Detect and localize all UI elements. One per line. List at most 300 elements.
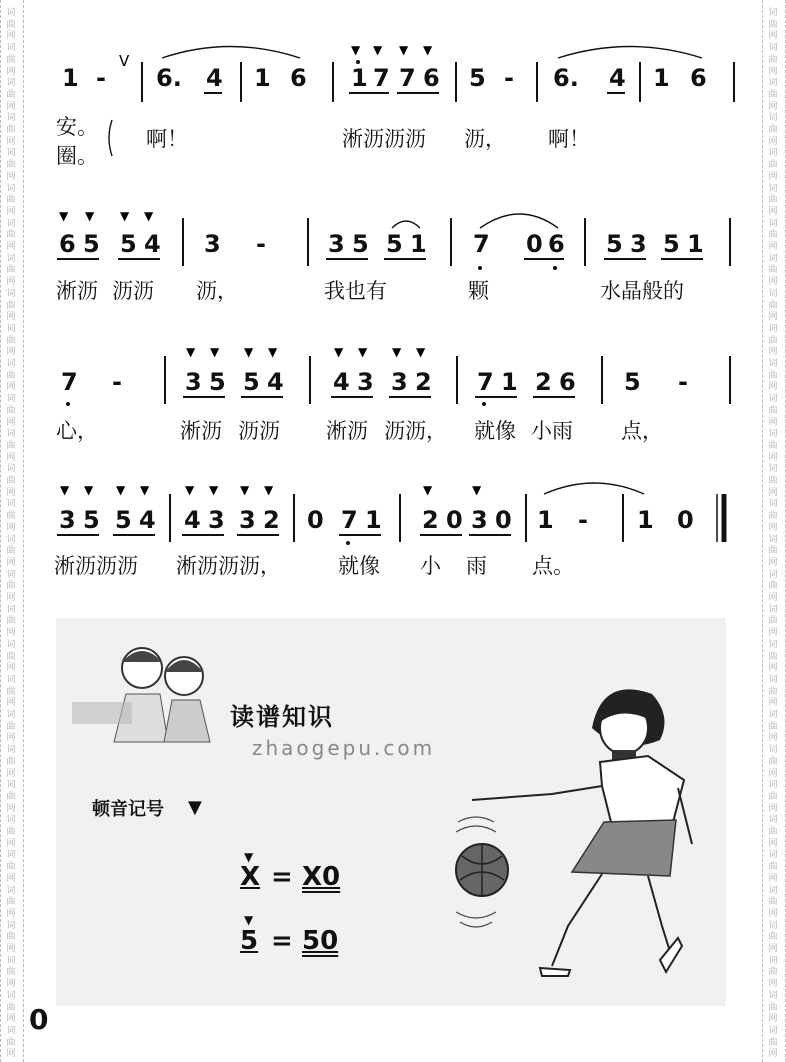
watermark-char: 曲 xyxy=(768,195,778,206)
lyric: 淅沥 xyxy=(56,279,98,303)
note: 7 xyxy=(61,368,78,396)
note: - xyxy=(504,64,514,92)
watermark-char: 曲 xyxy=(768,230,778,241)
note: - xyxy=(96,64,106,92)
staccato-heading: 顿音记号 xyxy=(92,799,164,820)
watermark-char: 曲 xyxy=(768,967,778,978)
note: 7 xyxy=(477,368,494,396)
lyric: 小雨 xyxy=(531,419,573,443)
note: 5 xyxy=(83,506,100,534)
watermark-char: 词 xyxy=(768,850,778,861)
eq2-right: 50 xyxy=(302,926,339,956)
note: 7 xyxy=(399,64,416,92)
watermark-char: 网 xyxy=(6,171,16,182)
watermark-char: 词 xyxy=(768,183,778,194)
watermark-char: 词 xyxy=(6,359,16,369)
eq1-left: X xyxy=(240,862,261,892)
staccato-mark: ▼ xyxy=(210,345,220,359)
watermark-char: 网 xyxy=(6,628,16,639)
staccato-mark: ▼ xyxy=(334,345,344,359)
jianpu-score xyxy=(30,0,755,600)
site-watermark: zhaogepu.com xyxy=(252,736,436,760)
lyric: 沥， xyxy=(196,279,238,303)
watermark-char: 网 xyxy=(6,487,16,498)
watermark-char: 曲 xyxy=(768,265,778,276)
watermark-char: 词 xyxy=(6,815,16,826)
note: 7 xyxy=(341,506,358,534)
watermark-char: 网 xyxy=(768,1014,778,1025)
watermark-char: 词 xyxy=(768,920,778,931)
watermark-char: 曲 xyxy=(6,300,16,311)
watermark-char: 网 xyxy=(768,277,778,288)
staccato-mark: ▼ xyxy=(423,43,433,57)
note: 4 xyxy=(139,506,156,534)
watermark-char: 网 xyxy=(6,663,16,674)
watermark-char: 词 xyxy=(768,394,778,405)
note: 5 xyxy=(83,230,100,258)
watermark-char: 曲 xyxy=(768,721,778,732)
lyric: 就像 xyxy=(474,419,516,443)
watermark-char: 网 xyxy=(768,136,778,147)
staccato-mark: ▼ xyxy=(140,483,150,497)
lyric: 小 xyxy=(420,554,441,578)
watermark-char: 曲 xyxy=(6,125,16,135)
lyric: 雨 xyxy=(466,554,487,578)
note: 3 xyxy=(328,230,345,258)
watermark-char: 网 xyxy=(6,557,16,568)
breath-mark: V xyxy=(119,52,130,70)
watermark-char: 词 xyxy=(6,148,16,159)
watermark-char: 曲 xyxy=(6,370,16,381)
watermark-char: 词 xyxy=(768,1025,778,1036)
staccato-mark: ▼ xyxy=(416,345,426,359)
staccato-mark: ▼ xyxy=(85,209,95,223)
note: 6. xyxy=(553,64,579,92)
staccato-mark: ▼ xyxy=(116,483,126,497)
note: 4 xyxy=(184,506,201,534)
watermark-char: 词 xyxy=(6,534,16,545)
note: 4 xyxy=(609,64,626,92)
watermark-char: 网 xyxy=(768,593,778,603)
score-line-4 xyxy=(54,483,724,579)
watermark-char: 网 xyxy=(6,382,16,393)
watermark-char: 词 xyxy=(6,639,16,650)
low-octave-dot xyxy=(553,266,557,270)
note: 0 xyxy=(307,506,324,534)
watermark-char: 网 xyxy=(768,768,778,779)
watermark-char: 词 xyxy=(768,674,778,685)
staccato-mark: ▼ xyxy=(373,43,383,57)
lyric-left: 安。 xyxy=(56,115,98,139)
watermark-char: 网 xyxy=(768,1049,778,1060)
watermark-char: 曲 xyxy=(768,335,778,346)
watermark-char: 曲 xyxy=(6,335,16,346)
watermark-char: 曲 xyxy=(768,897,778,908)
watermark-char: 网 xyxy=(6,452,16,463)
eq2-op: = xyxy=(271,926,293,956)
staccato-mark: ▼ xyxy=(423,483,433,497)
watermark-char: 网 xyxy=(768,698,778,709)
low-octave-dot xyxy=(478,266,482,270)
slur xyxy=(558,47,702,59)
note: 1 xyxy=(653,64,670,92)
score-line-3 xyxy=(56,345,730,444)
watermark-char: 曲 xyxy=(6,581,16,592)
note: 5 xyxy=(663,230,680,258)
watermark-char: 网 xyxy=(6,347,16,358)
staccato-mark: ▼ xyxy=(144,209,154,223)
watermark-char: 曲 xyxy=(768,476,778,486)
watermark-char: 词 xyxy=(768,745,778,756)
watermark-char: 曲 xyxy=(6,967,16,978)
watermark-char: 曲 xyxy=(6,932,16,943)
watermark-char: 网 xyxy=(6,277,16,288)
watermark-char: 词 xyxy=(768,43,778,54)
watermark-char: 网 xyxy=(6,698,16,709)
watermark-char: 网 xyxy=(6,803,16,814)
watermark-char: 词 xyxy=(768,113,778,124)
note: 2 xyxy=(263,506,280,534)
watermark-char: 网 xyxy=(768,803,778,814)
note: 5 xyxy=(624,368,641,396)
slur xyxy=(162,47,300,59)
staccato-mark: ▼ xyxy=(472,483,482,497)
note: 4 xyxy=(333,368,350,396)
lyric: 淅沥沥沥 xyxy=(54,554,138,578)
note: 6 xyxy=(559,368,576,396)
watermark-char: 网 xyxy=(768,487,778,498)
watermark-char: 词 xyxy=(768,499,778,510)
low-octave-dot xyxy=(346,541,350,545)
watermark-char: 网 xyxy=(768,908,778,919)
watermark-char: 曲 xyxy=(768,370,778,381)
watermark-char: 词 xyxy=(6,745,16,756)
staccato-mark: ▼ xyxy=(185,483,195,497)
watermark-char: 词 xyxy=(6,955,16,966)
note: 1 xyxy=(351,64,368,92)
watermark-char: 词 xyxy=(6,323,16,334)
watermark-char: 网 xyxy=(768,101,778,112)
watermark-char: 词 xyxy=(768,990,778,1001)
staccato-mark: ▼ xyxy=(84,483,94,497)
note: 3 xyxy=(471,506,488,534)
watermark-char: 词 xyxy=(768,639,778,650)
watermark-char: 曲 xyxy=(6,54,16,65)
note: 0 xyxy=(526,230,543,258)
watermark-char: 网 xyxy=(6,522,16,533)
watermark-char: 词 xyxy=(6,43,16,54)
watermark-char: 曲 xyxy=(6,897,16,908)
watermark-char: 词 xyxy=(768,569,778,580)
lyric: 沥沥， xyxy=(384,419,447,443)
watermark-char: 网 xyxy=(768,417,778,428)
watermark-char: 曲 xyxy=(768,89,778,100)
watermark-char: 网 xyxy=(768,979,778,990)
note: 6 xyxy=(290,64,307,92)
watermark-char: 词 xyxy=(6,288,16,299)
watermark-char: 曲 xyxy=(6,721,16,732)
lyric: 沥， xyxy=(464,127,506,151)
watermark-char: 词 xyxy=(6,850,16,861)
watermark-char: 词 xyxy=(6,990,16,1001)
note: - xyxy=(578,506,588,534)
watermark-char: 曲 xyxy=(6,230,16,241)
note: 7 xyxy=(473,230,490,258)
note: 7 xyxy=(373,64,390,92)
watermark-char: 词 xyxy=(768,429,778,440)
watermark-char: 词 xyxy=(768,780,778,791)
watermark-char: 曲 xyxy=(768,756,778,767)
watermark-char: 曲 xyxy=(768,932,778,943)
note: 3 xyxy=(185,368,202,396)
note: 1 xyxy=(637,506,654,534)
note: 1 xyxy=(537,506,554,534)
staccato-mark: ▼ xyxy=(358,345,368,359)
watermark-char: 网 xyxy=(6,417,16,428)
watermark-char: 曲 xyxy=(768,1037,778,1048)
staccato-mark: ▼ xyxy=(244,913,254,927)
note: 5 xyxy=(469,64,486,92)
lyric: 淅沥沥沥 xyxy=(342,127,426,151)
note: 1 xyxy=(501,368,518,396)
girl-bouncing-ball-illustration xyxy=(452,676,702,986)
low-octave-dot xyxy=(482,402,486,406)
watermark-char: 词 xyxy=(6,1025,16,1036)
watermark-char: 曲 xyxy=(768,651,778,662)
score-line-2 xyxy=(56,209,730,304)
lyric: 啊！ xyxy=(548,127,590,151)
watermark-char: 词 xyxy=(768,955,778,966)
watermark-char: 曲 xyxy=(6,511,16,522)
score-line-1 xyxy=(56,43,734,168)
note: 5 xyxy=(352,230,369,258)
note: 5 xyxy=(606,230,623,258)
watermark-char: 曲 xyxy=(6,686,16,697)
note: 3 xyxy=(630,230,647,258)
staccato-mark: ▼ xyxy=(392,345,402,359)
watermark-char: 网 xyxy=(768,452,778,463)
watermark-char: 曲 xyxy=(6,651,16,662)
watermark-char: 曲 xyxy=(768,19,778,30)
staccato-mark: ▼ xyxy=(186,345,196,359)
staccato-mark: ▼ xyxy=(59,209,69,223)
watermark-char: 曲 xyxy=(6,440,16,451)
note: - xyxy=(678,368,688,396)
watermark-char: 网 xyxy=(768,171,778,182)
watermark-char: 词 xyxy=(6,499,16,510)
note: 3 xyxy=(239,506,256,534)
watermark-char: 曲 xyxy=(6,89,16,100)
watermark-char: 网 xyxy=(768,31,778,42)
watermark-char: 词 xyxy=(768,534,778,545)
staccato-mark: ▼ xyxy=(268,345,278,359)
watermark-char: 网 xyxy=(768,66,778,77)
watermark-char: 网 xyxy=(768,663,778,674)
watermark-char: 词 xyxy=(768,8,778,18)
watermark-char: 词 xyxy=(6,569,16,580)
note: 0 xyxy=(495,506,512,534)
lyric: 淅沥 xyxy=(180,419,222,443)
watermark-char: 曲 xyxy=(768,827,778,837)
watermark-char: 网 xyxy=(6,31,16,42)
watermark-char: 词 xyxy=(6,780,16,791)
watermark-char: 网 xyxy=(6,838,16,849)
watermark-char: 网 xyxy=(6,1014,16,1025)
watermark-char: 词 xyxy=(768,148,778,159)
lyric: 点， xyxy=(621,419,663,443)
watermark-char: 网 xyxy=(6,1049,16,1060)
eq2-left: 5 xyxy=(240,926,259,956)
watermark-char: 词 xyxy=(768,359,778,369)
lyric: 啊！ xyxy=(146,127,188,151)
watermark-char: 曲 xyxy=(6,1002,16,1013)
watermark-char: 网 xyxy=(6,908,16,919)
watermark-char: 网 xyxy=(768,347,778,358)
watermark-char: 词 xyxy=(6,394,16,405)
watermark-char: 曲 xyxy=(768,581,778,592)
watermark-char: 词 xyxy=(6,8,16,18)
note: 6 xyxy=(548,230,565,258)
note: 2 xyxy=(415,368,432,396)
watermark-char: 网 xyxy=(768,382,778,393)
note: 1 xyxy=(365,506,382,534)
lyric: 淅沥 xyxy=(326,419,368,443)
eq1-op: = xyxy=(271,862,293,892)
knowledge-title: 读谱知识 xyxy=(230,703,334,731)
children-illustration xyxy=(64,632,244,744)
watermark-char: 曲 xyxy=(6,546,16,557)
watermark-char: 网 xyxy=(768,242,778,252)
watermark-char: 曲 xyxy=(768,405,778,416)
watermark-char: 网 xyxy=(6,768,16,779)
watermark-char: 词 xyxy=(6,218,16,229)
watermark-char: 词 xyxy=(6,674,16,685)
note: 1 xyxy=(410,230,427,258)
staccato-mark: ▼ xyxy=(60,483,70,497)
watermark-char: 曲 xyxy=(768,440,778,451)
lyric: 点。 xyxy=(532,554,574,578)
note: 1 xyxy=(254,64,271,92)
watermark-char: 曲 xyxy=(768,862,778,873)
note: 5 xyxy=(120,230,137,258)
watermark-char: 网 xyxy=(768,312,778,323)
watermark-char: 网 xyxy=(6,136,16,147)
watermark-char: 曲 xyxy=(6,195,16,206)
watermark-char: 词 xyxy=(768,604,778,615)
watermark-char: 网 xyxy=(768,557,778,568)
note: 4 xyxy=(144,230,161,258)
eq1-right: X0 xyxy=(302,862,341,892)
watermark-char: 词 xyxy=(768,323,778,334)
watermark-char: 网 xyxy=(6,101,16,112)
lyric: 沥沥 xyxy=(238,419,280,443)
note: 3 xyxy=(208,506,225,534)
watermark-char: 词 xyxy=(6,604,16,615)
note: 5 xyxy=(209,368,226,396)
note: 6. xyxy=(156,64,182,92)
watermark-char: 网 xyxy=(6,312,16,323)
watermark-char: 词 xyxy=(6,78,16,89)
watermark-char: 网 xyxy=(6,206,16,217)
watermark-char: 词 xyxy=(6,113,16,124)
watermark-char: 曲 xyxy=(768,791,778,802)
watermark-char: 网 xyxy=(6,873,16,884)
watermark-char: 词 xyxy=(768,710,778,720)
lyric: 颗 xyxy=(468,279,489,303)
watermark-char: 词 xyxy=(768,253,778,264)
watermark-char: 词 xyxy=(6,253,16,264)
watermark-char: 词 xyxy=(768,78,778,89)
watermark-char: 网 xyxy=(6,979,16,990)
watermark-char: 曲 xyxy=(6,791,16,802)
lyric: 我也有 xyxy=(324,279,387,303)
note: 3 xyxy=(391,368,408,396)
note: 1 xyxy=(687,230,704,258)
watermark-char: 网 xyxy=(768,206,778,217)
watermark-char: 网 xyxy=(6,733,16,744)
note: 3 xyxy=(204,230,221,258)
lyric: 心， xyxy=(56,419,98,443)
watermark-char: 词 xyxy=(6,183,16,194)
lyric-left: 圈。 xyxy=(56,144,98,168)
slur xyxy=(392,221,420,228)
watermark-char: 曲 xyxy=(768,125,778,135)
low-octave-dot xyxy=(66,402,70,406)
watermark-char: 词 xyxy=(768,815,778,826)
watermark-char: 曲 xyxy=(768,616,778,627)
note: 5 xyxy=(243,368,260,396)
watermark-char: 曲 xyxy=(768,686,778,697)
watermark-char: 网 xyxy=(768,838,778,849)
note: 2 xyxy=(535,368,552,396)
note: 5 xyxy=(386,230,403,258)
watermark-char: 网 xyxy=(768,522,778,533)
note: - xyxy=(112,368,122,396)
staccato-symbol: ▼ xyxy=(188,797,202,818)
watermark-char: 网 xyxy=(6,242,16,252)
lyric: 就像 xyxy=(338,554,380,578)
slur xyxy=(480,214,558,228)
note: 6 xyxy=(423,64,440,92)
note: 0 xyxy=(677,506,694,534)
watermark-char: 词 xyxy=(768,464,778,475)
note: 4 xyxy=(206,64,223,92)
note: 1 xyxy=(62,64,79,92)
watermark-char: 词 xyxy=(6,885,16,896)
watermark-char: 词 xyxy=(768,885,778,896)
staccato-mark: ▼ xyxy=(244,345,254,359)
lyric: 水晶般的 xyxy=(600,279,684,303)
staccato-mark: ▼ xyxy=(244,850,254,864)
note: 3 xyxy=(357,368,374,396)
watermark-char: 曲 xyxy=(6,616,16,627)
staccato-mark: ▼ xyxy=(264,483,274,497)
watermark-char: 网 xyxy=(768,944,778,954)
watermark-char: 曲 xyxy=(6,476,16,486)
slur xyxy=(544,483,644,494)
note: - xyxy=(256,230,266,258)
watermark-char: 曲 xyxy=(768,54,778,65)
note: 2 xyxy=(422,506,439,534)
lyric: 淅沥沥沥， xyxy=(176,554,281,578)
lyric: 沥沥 xyxy=(112,279,154,303)
watermark-char: 网 xyxy=(6,944,16,954)
watermark-char: 网 xyxy=(6,66,16,77)
watermark-char: 词 xyxy=(6,464,16,475)
note: 5 xyxy=(115,506,132,534)
watermark-char: 曲 xyxy=(6,756,16,767)
watermark-char: 曲 xyxy=(6,827,16,837)
